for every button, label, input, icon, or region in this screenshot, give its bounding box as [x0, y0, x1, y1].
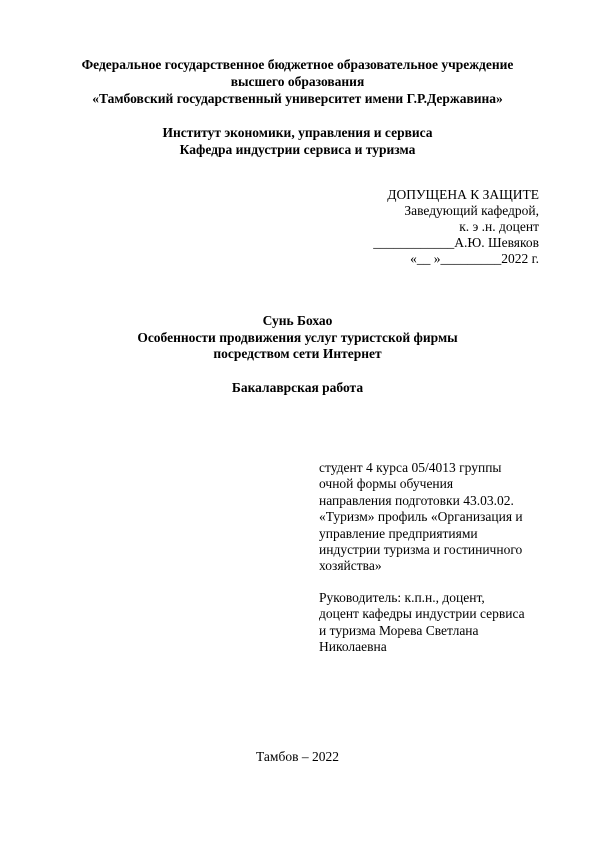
student-info-block	[319, 460, 523, 575]
org-name-line-1: Федеральное государственное бюджетное образовательное учреждение	[81, 57, 514, 72]
org-name-line-2: высшего образования	[230, 74, 365, 89]
department-name: Кафедра индустрии сервиса и туризма	[179, 142, 416, 157]
approval-date-line: «__ »_________2022 г.	[410, 251, 539, 266]
work-type: Бакалаврская работа	[231, 380, 364, 395]
approval-signature-line: ____________А.Ю. Шевяков	[373, 235, 539, 250]
supervisor-info-line: Руководитель: к.п.н., доцент,	[319, 590, 485, 605]
supervisor-info-block	[319, 590, 525, 656]
institute-name: Институт экономики, управления и сервиса	[162, 125, 433, 140]
thesis-title-line-1: Особенности продвижения услуг туристской фирмы	[137, 330, 458, 345]
student-info-line: направления подготовки 43.03.02.	[319, 492, 514, 508]
thesis-title-line-2: посредством сети Интернет	[213, 346, 382, 361]
student-info-line: управление предприятиями	[319, 525, 478, 541]
author-name: Сунь Бохао	[262, 313, 333, 328]
approval-degree: к. э .н. доцент	[459, 219, 539, 234]
org-name-line-3: «Тамбовский государственный университет имени Г.Р.Державина»	[92, 91, 503, 106]
student-info-line: «Туризм» профиль «Организация и	[319, 509, 523, 525]
supervisor-info-line: Николаевна	[319, 639, 387, 655]
student-info-line: очной формы обучения	[319, 476, 454, 492]
approval-head-of-department: Заведующий кафедрой,	[404, 203, 539, 218]
student-info-line: студент 4 курса 05/4013 группы	[319, 460, 502, 475]
approval-heading: ДОПУЩЕНА К ЗАЩИТЕ	[387, 187, 539, 202]
student-info-line: индустрии туризма и гостиничного	[319, 541, 523, 557]
supervisor-info-line: и туризма Морева Светлана	[319, 622, 479, 638]
supervisor-info-line: доцент кафедры индустрии сервиса	[319, 606, 525, 622]
student-info-line: хозяйства»	[319, 558, 382, 574]
city-year: Тамбов – 2022	[256, 749, 339, 764]
